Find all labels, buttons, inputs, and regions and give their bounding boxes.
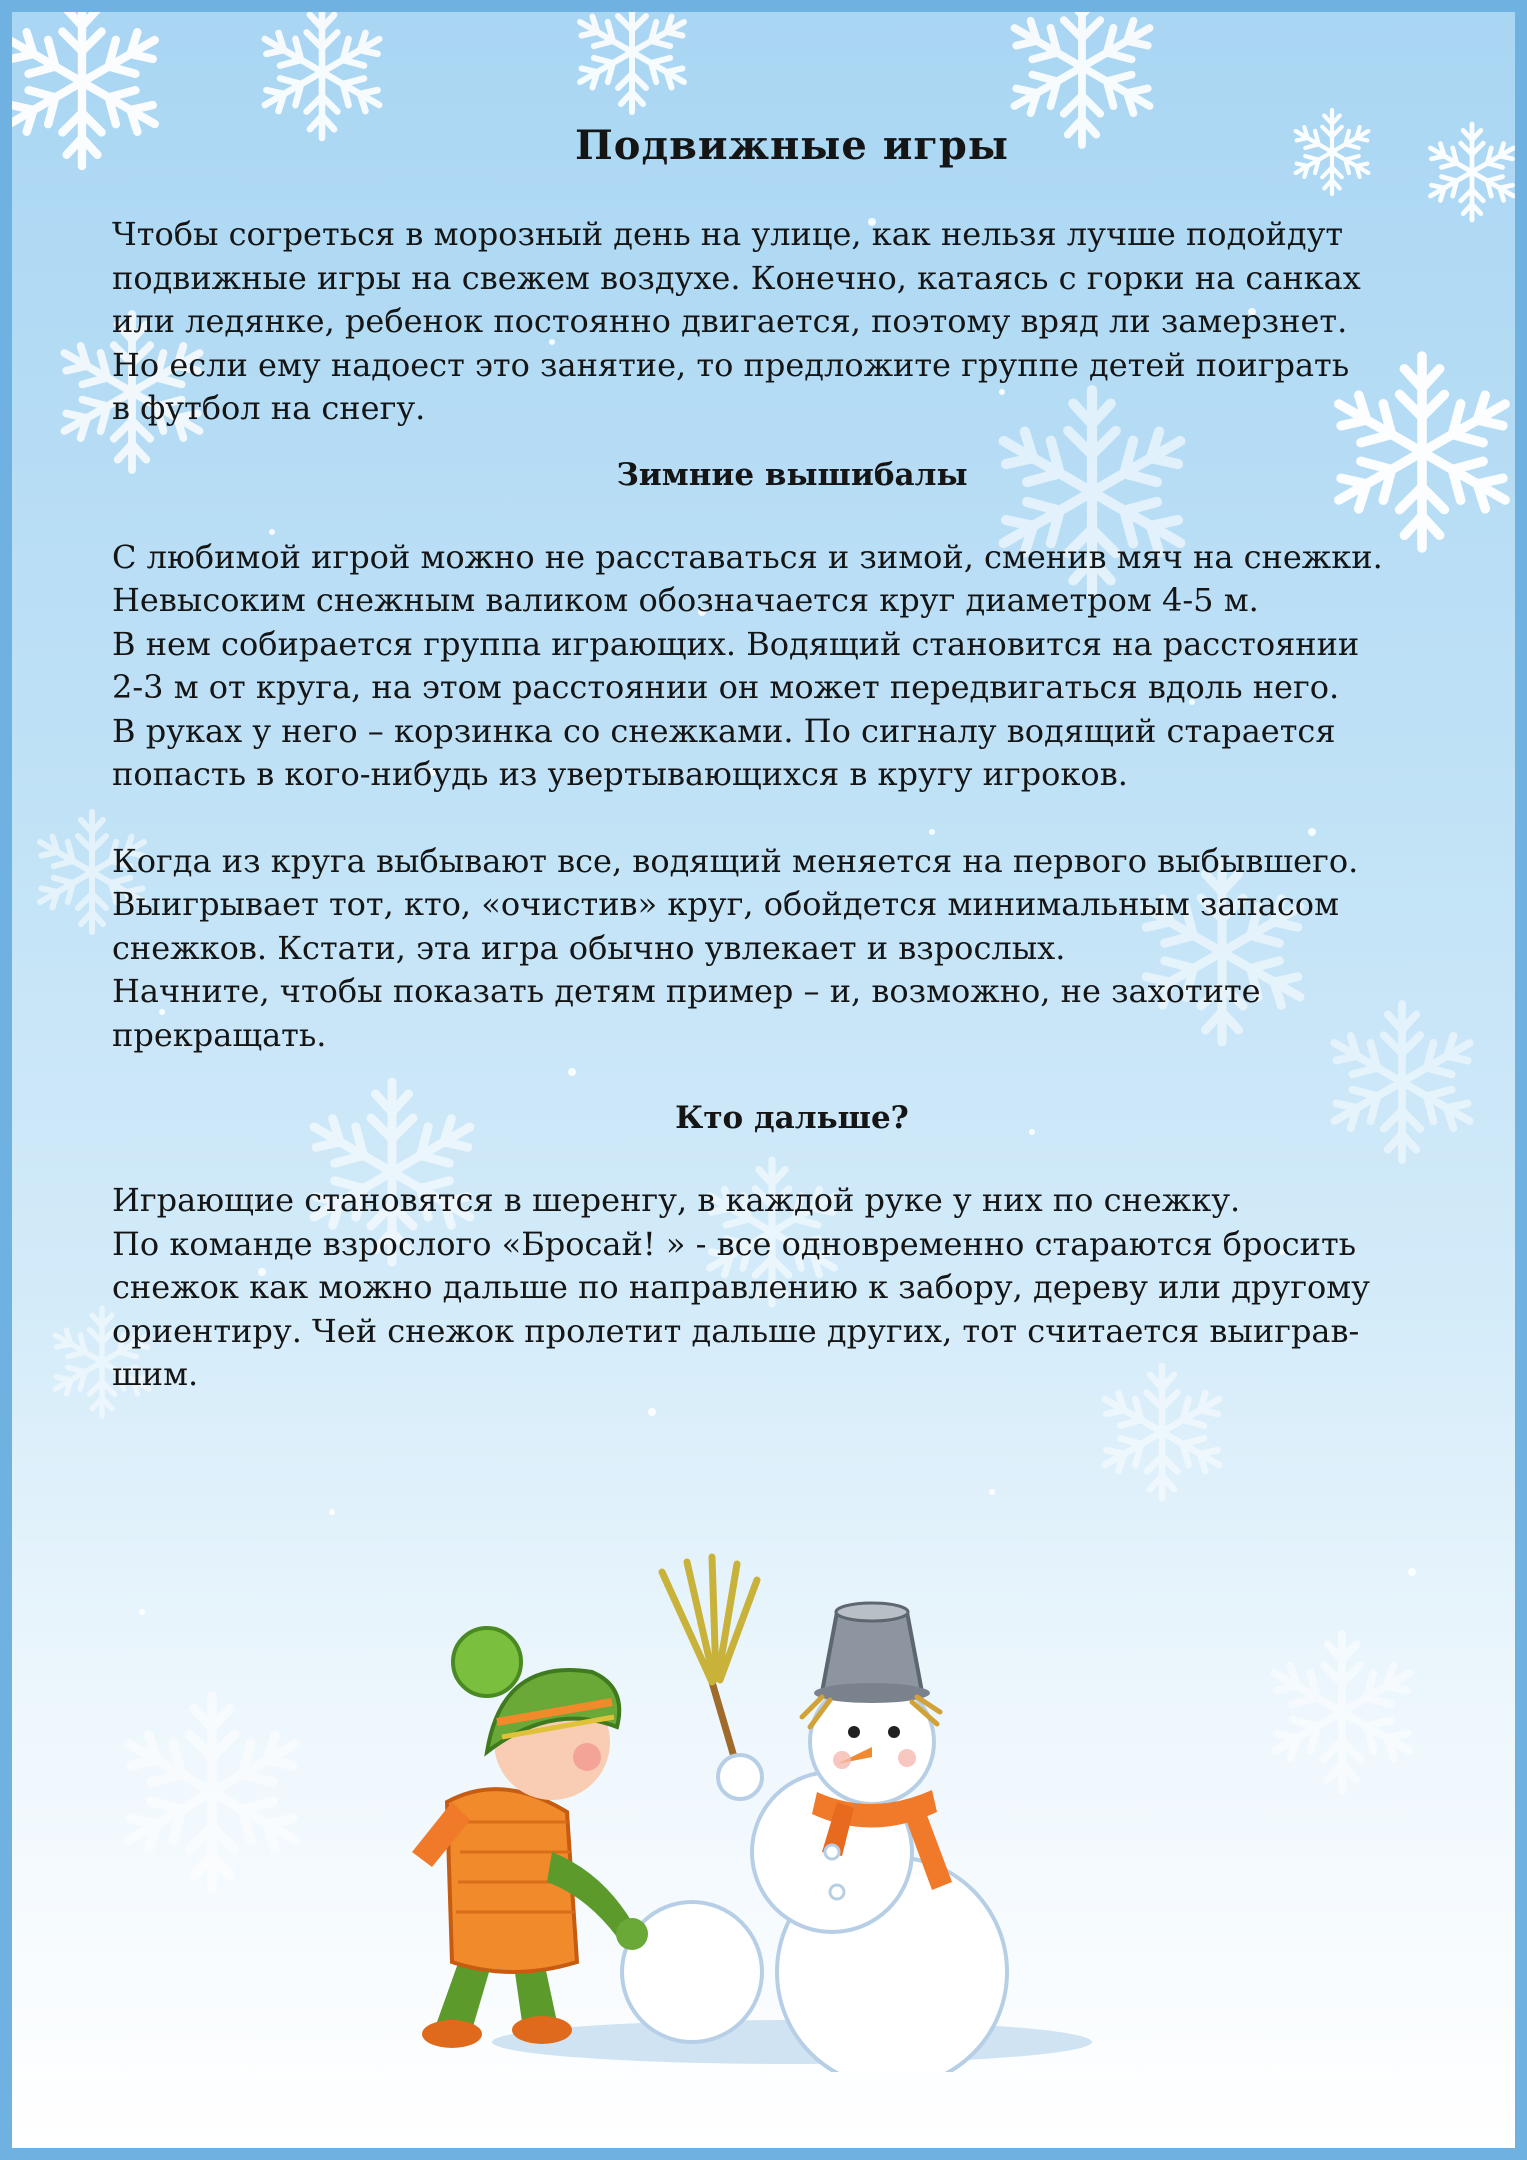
article xyxy=(112,122,1472,1397)
snowflake-icon xyxy=(1265,1634,1418,1790)
text-line: В руках у него – корзинка со снежками. По сигналу водящий старается xyxy=(112,711,1336,750)
child-and-snowman-illustration xyxy=(392,1552,1112,2072)
snowman xyxy=(622,1557,1007,2072)
text-line: в футбол на снегу. xyxy=(112,389,426,427)
text-line: шим. xyxy=(112,1355,199,1393)
dodgeball-paragraph-1 xyxy=(112,536,1472,797)
text-line: Играющие становятся в шеренгу, в каждой руке у них по снежку. xyxy=(112,1181,1241,1219)
text-line: Выигрывает тот, кто, «очистив» круг, обойдется минимальным запасом xyxy=(112,885,1339,923)
text-line: прекращать. xyxy=(112,1015,327,1054)
snowflake-icon xyxy=(257,12,387,138)
text-line: попасть в кого-нибудь из увертывающихся в кругу игроков. xyxy=(112,755,1128,793)
page-title: Подвижные игры xyxy=(575,122,1009,169)
text-line: 2-3 м от круга, на этом расстоянии он может передвигаться вдоль него. xyxy=(112,668,1340,706)
text-line: Начните, чтобы показать детям пример – и, возможно, не захотите xyxy=(112,972,1261,1010)
text-line: В нем собирается группа играющих. Водящий становится на расстоянии xyxy=(112,624,1360,663)
text-line: Невысоким снежным валиком обозначается круг диаметром 4-5 м. xyxy=(112,581,1259,619)
section-heading-who-farther: Кто дальше? xyxy=(675,1100,909,1136)
text-line: По команде взрослого «Бросай! » - все одновременно стараются бросить xyxy=(112,1224,1357,1263)
section-heading-dodgeball: Зимние вышибалы xyxy=(616,456,968,493)
text-line: снежков. Кстати, эта игра обычно увлекает и взрослых. xyxy=(112,928,1066,967)
text-line: или ледянке, ребенок постоянно двигается, поэтому вряд ли замерзнет. xyxy=(112,302,1348,340)
text-line: ориентиру. Чей снежок пролетит дальше других, тот считается выиграв- xyxy=(112,1311,1360,1350)
intro-paragraph xyxy=(112,213,1472,431)
text-line: снежок как можно дальше по направлению к забору, дереву или другому xyxy=(112,1268,1370,1306)
who-farther-paragraph xyxy=(112,1179,1472,1397)
child xyxy=(412,1628,648,2048)
dodgeball-paragraph-2 xyxy=(112,840,1472,1058)
text-line: подвижные игры на свежем воздухе. Конечно, катаясь с горки на санках xyxy=(112,258,1361,297)
text-line: Когда из круга выбывают все, водящий меняется на первого выбывшего. xyxy=(112,841,1359,880)
snowflake-icon xyxy=(118,1696,307,1888)
snowflake-icon xyxy=(573,12,691,112)
text-line: Чтобы согреться в морозный день на улице, как нельзя лучше подойдут xyxy=(112,215,1344,253)
text-line: С любимой игрой можно не расставаться и зимой, сменив мяч на снежки. xyxy=(112,537,1383,576)
text-line: Но если ему надоест это занятие, то предложите группе детей поиграть xyxy=(112,345,1350,384)
